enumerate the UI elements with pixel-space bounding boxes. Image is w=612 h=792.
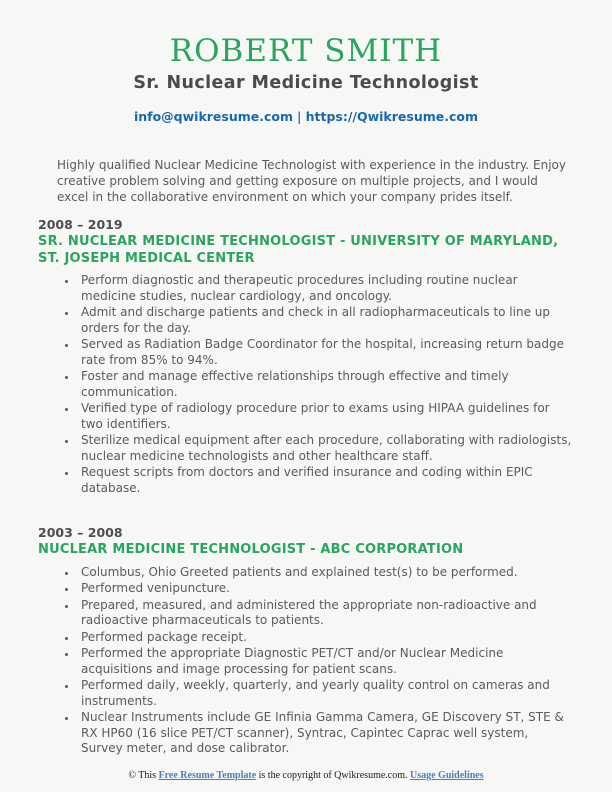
section-heading: NUCLEAR MEDICINE TECHNOLOGIST - ABC CORPORATION [38,542,464,557]
experience-section-2 [38,524,572,757]
section-dates: 2008 – 2019 [38,217,123,232]
bullet-item: • Foster and manage effective relationships through effective and timely communication. [78,369,572,400]
bullet-item: • Admit and discharge patients and check in all radiopharmaceuticals to line up orders for the day. [78,305,572,336]
summary-text: Highly qualified Nuclear Medicine Technologist with experience in the industry. Enjoy creative problem solving and getting exposure on multiple projects, and I would excel in the collaborative environment on which your company prides itself. [57,158,566,204]
bullet-item: • Performed the appropriate Diagnostic PET/CT and/or Nuclear Medicine acquisitions and image processing for patient scans. [78,646,572,677]
page-title: ROBERT SMITH [169,33,443,69]
bullet-item: • Columbus, Ohio Greeted patients and explained test(s) to be performed. [78,565,572,581]
bullet-item: • Performed venipuncture. [78,581,572,597]
resume-header [0,0,612,124]
experience-section-1 [38,216,572,496]
bullet-list [38,273,572,496]
bullet-item: • Performed package receipt. [78,630,572,646]
usage-guidelines-link[interactable]: Usage Guidelines [410,770,484,781]
bullet-item: • Verified type of radiology procedure prior to exams using HIPAA guidelines for two identifiers. [78,401,572,432]
job-title: Sr. Nuclear Medicine Technologist [133,73,479,93]
section-dates: 2003 – 2008 [38,525,123,540]
bullet-item: • Served as Radiation Badge Coordinator for the hospital, increasing return badge rate from 85% to 94%. [78,337,572,368]
bullet-item: • Performed daily, weekly, quarterly, and yearly quality control on cameras and instruments. [78,678,572,709]
bullet-item: • Sterilize medical equipment after each procedure, collaborating with radiologists, nuclear medicine technologists and other healthcare staff. [78,433,572,464]
contact-email-link[interactable]: info@qwikresume.com [133,109,294,124]
bullet-item: • Nuclear Instruments include GE Infinia Gamma Camera, GE Discovery ST, STE & RX HP60 (16 slice PET/CT scanner), Syntrac, Capintec Caprac well system, Survey meter, and dose calibrator. [78,710,572,757]
copyright-middle: is the copyright of Qwikresume.com. [256,770,410,781]
section-heading: SR. NUCLEAR MEDICINE TECHNOLOGIST - UNIVERSITY OF MARYLAND, ST. JOSEPH MEDICAL CENTER [38,234,559,266]
copyright-prefix: © This [128,770,159,781]
contact-website-link[interactable]: https://Qwikresume.com [305,109,479,124]
contact-line [0,109,612,124]
bullet-item: • Request scripts from doctors and verified insurance and coding within EPIC database. [78,465,572,496]
contact-separator: | [297,109,302,124]
free-resume-template-link[interactable]: Free Resume Template [158,770,257,781]
footer [0,770,612,781]
bullet-list [38,565,572,757]
bullet-item: • Prepared, measured, and administered the appropriate non-radioactive and radioactive pharmaceuticals to patients. [78,598,572,629]
bullet-item: • Perform diagnostic and therapeutic procedures including routine nuclear medicine studies, nuclear cardiology, and oncology. [78,273,572,304]
